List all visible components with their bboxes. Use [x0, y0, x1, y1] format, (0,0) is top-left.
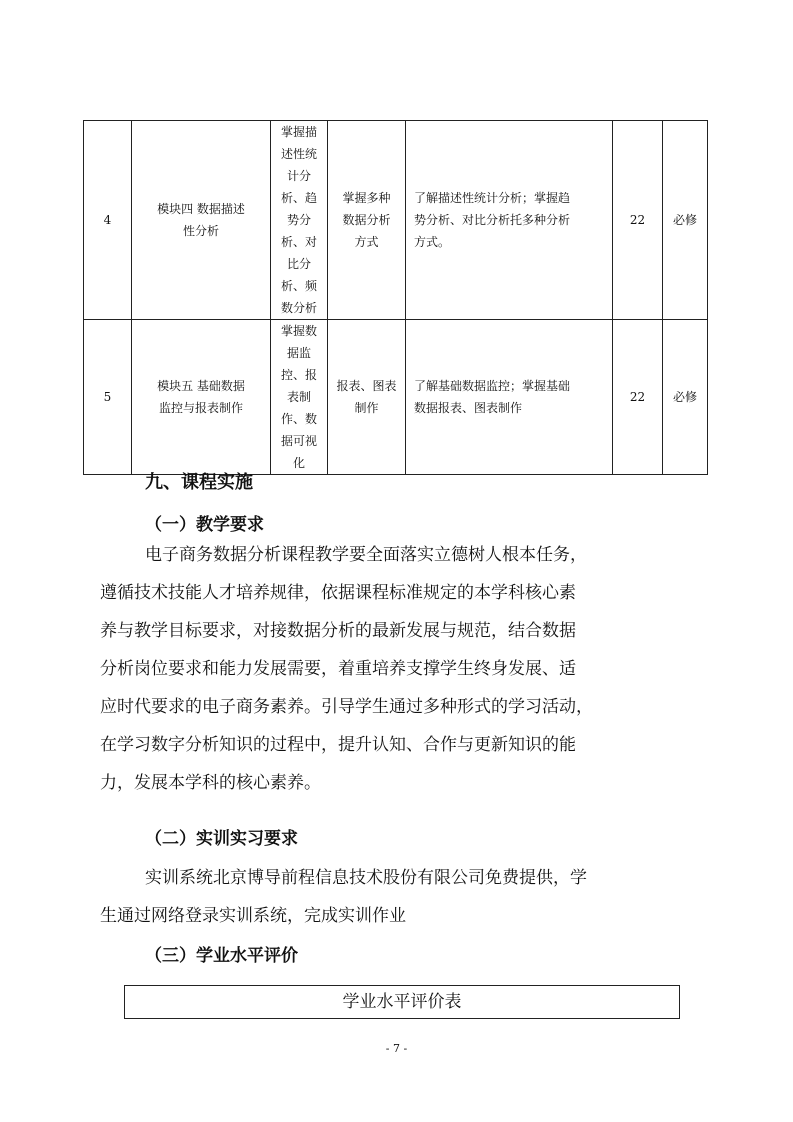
module-requirement: 了解基础数据监控；掌握基础 数据报表、图表制作	[406, 320, 613, 475]
section-title: 九、课程实施	[145, 472, 253, 493]
module-goal: 报表、图表 制作	[328, 320, 406, 475]
module-type: 必修	[663, 320, 708, 475]
page-number: - 7 -	[385, 1042, 408, 1055]
module-hours: 22	[613, 320, 663, 475]
module-goal: 掌握多种 数据分析 方式	[328, 121, 406, 320]
module-hours: 22	[613, 121, 663, 320]
module-type: 必修	[663, 121, 708, 320]
module-name: 模块五 基础数据 监控与报表制作	[132, 320, 271, 475]
paragraph-training: 实训系统北京博导前程信息技术股份有限公司免费提供，学 生通过网络登录实训系统，完成实训作业	[100, 868, 587, 926]
module-content: 掌握描 述性统 计分 析、趋 势分 析、对 比分 析、频 数分析	[271, 121, 328, 320]
table-row	[84, 320, 708, 475]
module-number: 5	[84, 320, 132, 475]
module-requirement: 了解描述性统计分析；掌握趋 势分析、对比分析托多种分析 方式。	[406, 121, 613, 320]
module-number: 4	[84, 121, 132, 320]
subsection-title-evaluation: （三）学业水平评价	[145, 946, 298, 966]
table-row	[84, 121, 708, 320]
evaluation-table-title: 学业水平评价表	[124, 985, 680, 1019]
paragraph-teaching: 电子商务数据分析课程教学要全面落实立德树人根本任务， 遵循技术技能人才培养规律，依据课程标准规定的本学科核心素 养与教学目标要求，对接数据分析的最新发展与规范，结合数据 分析岗位要求和能力发展需要，着重培养支撑学生终身发展、适 应时代要求的电子商务素养。引导学生通过多种形式的学习活动， 在学习数字分析知识的过程中，提升认知、合作与更新知识的能 力，发展本学科的核心素养。	[100, 545, 593, 793]
module-name: 模块四 数据描述 性分析	[132, 121, 271, 320]
module-table	[83, 120, 708, 475]
subsection-title-training: （二）实训实习要求	[145, 829, 298, 849]
module-content: 掌握数 据监 控、报 表制 作、数 据可视 化	[271, 320, 328, 475]
subsection-title-teaching: （一）教学要求	[145, 515, 264, 535]
